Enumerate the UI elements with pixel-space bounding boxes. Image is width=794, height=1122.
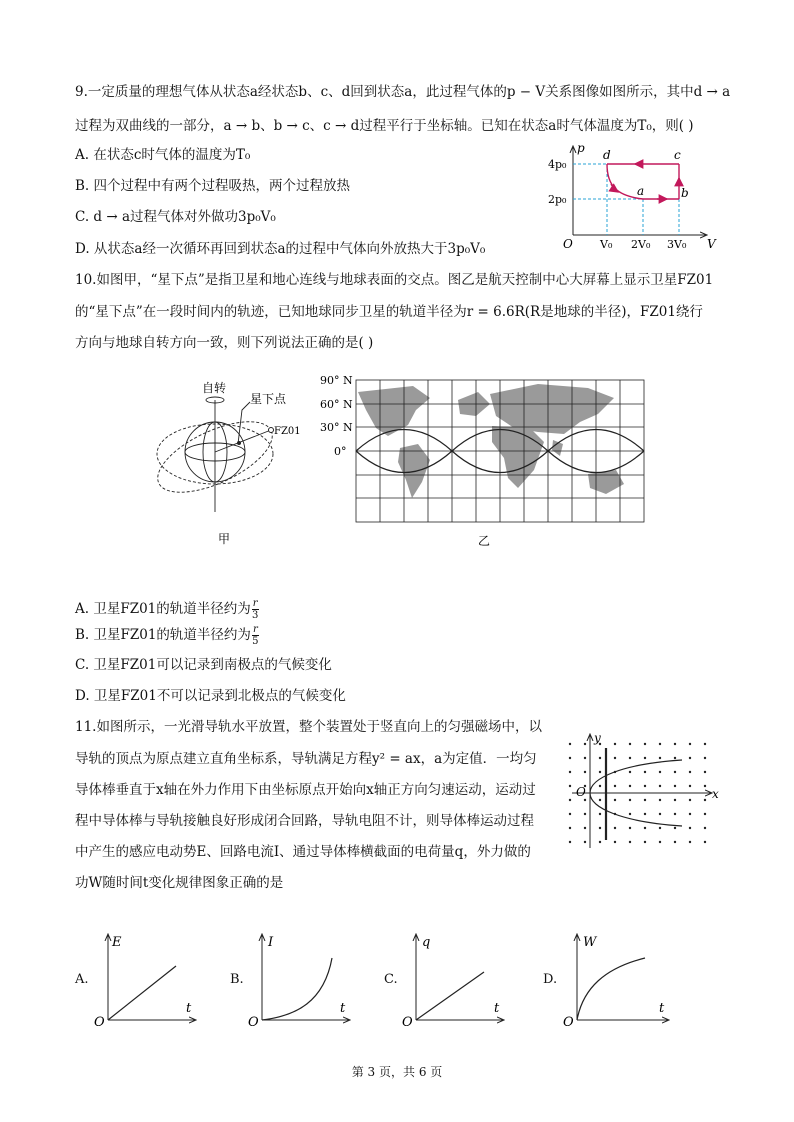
field-dot [689,799,691,801]
field-dot [689,785,691,787]
field-dot [584,799,586,801]
field-dot [599,757,601,759]
field-dot [584,841,586,843]
field-dot [569,813,571,815]
field-dot [599,813,601,815]
world-map [358,384,624,498]
q11-origin: O [576,785,586,799]
field-dot [629,799,631,801]
q9-option-a[interactable]: A. 在状态c时气体的温度为T₀ [75,147,251,163]
field-dot [584,771,586,773]
field-dot [689,841,691,843]
field-dot [629,827,631,829]
field-dot [569,743,571,745]
field-dot [614,785,616,787]
field-dot [674,799,676,801]
field-dot [674,771,676,773]
field-dot [674,813,676,815]
graph-d-x: t [659,1001,665,1016]
q9-y-label: p [577,141,585,155]
field-dot [614,743,616,745]
graph-d-y: W [583,935,597,950]
q11-stem-line-1: 11.如图所示，一光滑导轨水平放置，整个装置处于竖直向上的匀强磁场中，以 [75,719,542,735]
q9-option-d[interactable]: D. 从状态a经一次循环再回到状态a的过程中气体向外放热大于3p₀V₀ [75,241,486,257]
q9-xtick-v0: V₀ [600,238,613,251]
q10-stem-line-2: 的“星下点”在一段时间内的轨迹，已知地球同步卫星的轨道半径为r = 6.6R(R是地球的半径)，FZ01绕行 [75,304,703,320]
lat-60n: 60° N [320,398,353,411]
field-dot [704,827,706,829]
field-dot [569,841,571,843]
satellite-fz01 [269,428,274,433]
field-dot [644,813,646,815]
field-dot [584,743,586,745]
graph-c-x: t [494,1001,500,1016]
field-dot [659,743,661,745]
q10-option-d[interactable]: D. 卫星FZ01不可以记录到北极点的气候变化 [75,688,346,704]
graph-b-o: O [248,1015,259,1030]
field-dot [599,785,601,787]
field-dot [569,757,571,759]
q9-option-c[interactable]: C. d → a过程气体对外做功3p₀V₀ [75,209,276,225]
field-dot [659,813,661,815]
graph-a-x: t [186,1001,192,1016]
field-dot [704,841,706,843]
field-dot [614,827,616,829]
q11-stem-line-4: 程中导体棒与导轨接触良好形成闭合回路，导轨电阻不计，则导体棒运动过程 [75,813,534,829]
field-dot [674,827,676,829]
q11-option-d-label[interactable]: D. [543,972,558,987]
q11-graph-c[interactable] [400,928,510,1028]
q9-point-d: d [603,148,611,162]
field-dot [674,841,676,843]
q11-graph-a[interactable] [92,928,202,1028]
field-dot [659,785,661,787]
fraction-numerator: r [252,598,258,609]
graph-c-o: O [402,1015,413,1030]
q9-origin: O [563,237,573,251]
q10-figure-yi [318,370,648,550]
field-dot [644,771,646,773]
field-dot [569,771,571,773]
field-dot [674,785,676,787]
field-dot [614,799,616,801]
graph-d-o: O [563,1015,574,1030]
lat-30n: 30° N [320,421,353,434]
field-dot [689,743,691,745]
q11-graph-b[interactable] [246,928,356,1028]
q9-stem-line-1: 9.一定质量的理想气体从状态a经状态b、c、d回到状态a，此过程气体的p − V关系图像如图所示，其中d → a [75,84,731,100]
graph-d-curve [577,958,645,1020]
q11-stem-line-6: 功W随时间t变化规律图象正确的是 [75,875,284,891]
q10-option-c[interactable]: C. 卫星FZ01可以记录到南极点的气候变化 [75,657,332,673]
fig-jia-caption: 甲 [218,532,231,546]
q10-option-b[interactable] [75,624,259,647]
field-dot [569,799,571,801]
q10-stem-line-3: 方向与地球自转方向一致，则下列说法正确的是( ) [75,335,374,351]
field-dot [614,757,616,759]
field-dot [599,841,601,843]
graph-b-curve [262,958,332,1020]
field-dot [644,785,646,787]
fraction-denominator: 5 [252,636,259,647]
field-dot [704,799,706,801]
graph-a-y: E [112,935,122,950]
q9-xtick-2v0: 2V₀ [631,238,651,251]
field-dot [689,771,691,773]
q11-graph-d[interactable] [561,928,675,1028]
q9-xtick-3v0: 3V₀ [667,238,687,251]
field-dot [629,757,631,759]
field-dot [659,757,661,759]
q9-ytick-2p0: 2p₀ [548,193,567,206]
q10-option-a-fraction [252,598,259,621]
q11-rail-diagram [562,728,732,858]
q9-point-b: b [681,186,689,200]
q11-x-label: x [712,787,719,801]
q11-y-label: y [594,731,601,745]
field-dot [584,813,586,815]
q11-option-c-label[interactable]: C. [384,972,398,987]
graph-a-o: O [94,1015,105,1030]
graph-b-x: t [340,1001,346,1016]
q9-stem-line-2: 过程为双曲线的一部分，a → b、b → c、c → d过程平行于坐标轴。已知在状态a时气体温度为T₀，则( ) [75,118,694,134]
field-dot [629,813,631,815]
field-dot [674,743,676,745]
q9-ytick-4p0: 4p₀ [548,158,567,171]
q10-option-b-text: B. 卫星FZ01的轨道半径约为 [75,627,251,643]
rotation-label: 自转 [202,381,227,395]
field-dot [629,743,631,745]
q11-stem-line-2: 导轨的顶点为原点建立直角坐标系，导轨满足方程y² = ax，a为定值．一均匀 [75,751,537,767]
field-dot [689,813,691,815]
lat-0: 0° [334,445,347,458]
field-dot [644,743,646,745]
fraction-denominator: 3 [251,610,259,621]
q10-option-b-fraction [252,624,259,647]
q10-stem-line-1: 10.如图甲，“星下点”是指卫星和地心连线与地球表面的交点。图乙是航天控制中心大屏幕上显示卫星FZ01 [75,272,714,288]
fig-yi-caption: 乙 [478,534,491,548]
field-dot [659,827,661,829]
field-dot [584,757,586,759]
field-dot [704,743,706,745]
graph-a-curve [108,966,176,1020]
field-dot [644,757,646,759]
field-dot [689,757,691,759]
field-dot [644,841,646,843]
field-dot [584,827,586,829]
graph-c-y: q [422,935,431,950]
page-footer: 第 3 页，共 6 页 [351,1065,443,1079]
q9-point-a: a [637,184,645,198]
field-dot [629,771,631,773]
q10-option-a-text: A. 卫星FZ01的轨道半径约为 [75,601,251,617]
q9-x-label: V [707,237,716,251]
field-dot [599,799,601,801]
q10-figure-jia [150,372,301,552]
graph-b-y: I [268,935,274,950]
q9-option-b[interactable]: B. 四个过程中有两个过程吸热，两个过程放热 [75,178,351,194]
field-dot [704,757,706,759]
field-dot [599,771,601,773]
subpoint-dot [237,441,241,445]
field-dot [569,827,571,829]
field-dot [644,799,646,801]
q11-option-a-label[interactable]: A. [75,972,89,987]
fraction-numerator: r [252,624,258,635]
field-dot [644,827,646,829]
field-dot [569,785,571,787]
field-dot [674,757,676,759]
field-dot [689,827,691,829]
field-dot [614,841,616,843]
field-dot [659,841,661,843]
subpoint-label: 星下点 [250,392,287,406]
field-dot [704,813,706,815]
field-dot [659,799,661,801]
field-dot [704,785,706,787]
fz01-label: FZ01 [274,426,301,437]
field-dot [629,785,631,787]
q11-stem-line-3: 导体棒垂直于x轴在外力作用下由坐标原点开始向x轴正方向匀速运动，运动过 [75,782,536,798]
field-dot [659,771,661,773]
graph-c-curve [416,972,484,1020]
field-dot [704,771,706,773]
q11-stem-line-5: 中产生的感应电动势E、回路电流I、通过导体棒横截面的电荷量q，外力做的 [75,844,531,860]
q9-point-c: c [674,148,681,162]
lat-90n: 90° N [320,374,353,387]
field-dot [599,827,601,829]
q9-pv-graph [545,140,725,252]
q10-option-a[interactable] [75,598,259,621]
field-dot [629,841,631,843]
q11-option-b-label[interactable]: B. [230,972,244,987]
